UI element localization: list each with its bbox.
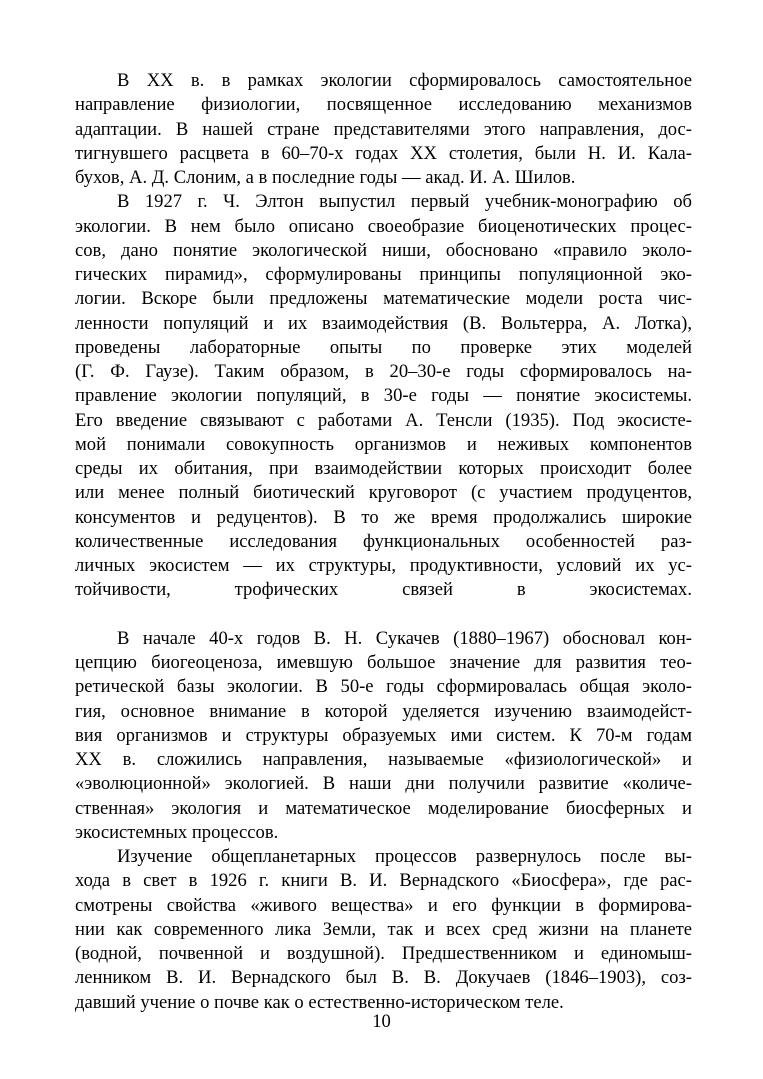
text-line: XX в. сложились направления, называемые «физиологической» и <box>75 749 692 770</box>
text-line: бухов, А. Д. Слоним, а в последние годы — акад. И. А. Шилов. <box>75 167 576 188</box>
text-line: гических пирамид», сформулированы принципы популяционной эко- <box>75 264 692 285</box>
text-line: цепцию биогеоценоза, имевшую большое значение для развития тео- <box>75 652 692 673</box>
text-line: ретической базы экологии. В 50-е годы сформировалась общая эколо- <box>75 676 692 698</box>
text-line: экологии. В нем было описано своеобразие биоценотических процес- <box>75 215 692 237</box>
text-line <box>75 603 692 627</box>
text-line: проведены лабораторные опыты по проверке этих моделей <box>75 336 692 358</box>
text-line: логии. Вскоре были предложены математические модели роста чис- <box>75 288 692 310</box>
text-line: или менее полный биотический круговорот (с участием продуцентов, <box>75 482 692 504</box>
text-line: тигнувшего расцвета в 60–70-х годах XX столетия, были Н. И. Кала- <box>75 142 692 164</box>
page-number: 10 <box>372 1011 391 1032</box>
text-line: Его введение связывают с работами А. Тенсли (1935). Под экосисте- <box>75 409 692 431</box>
paragraph-sukachev <box>75 627 692 845</box>
paragraph-vernadsky <box>75 845 692 1015</box>
text-line: направление физиологии, посвященное исследованию механизмов <box>75 94 692 116</box>
text-line: смотрены свойства «живого вещества» и его функции в формирова- <box>75 894 692 916</box>
text-line: давший учение о почве как о естественно-историческом теле. <box>75 991 564 1013</box>
text-line: Изучение общепланетарных процессов развернулось после вы- <box>117 846 692 867</box>
text-line: В 1927 г. Ч. Элтон выпустил первый учебник-монографию об <box>117 191 692 213</box>
text-line: вия организмов и структуры образуемых ими систем. К 70-м годам <box>75 724 692 746</box>
text-line: количественные исследования функциональных особенностей раз- <box>75 530 692 552</box>
text-line: «эволюционной» экологией. В наши дни получили развитие «количе- <box>75 773 692 795</box>
text-line: ственная» экология и математическое моделирование биосферных и <box>75 797 692 819</box>
paragraph-physiology <box>75 69 692 190</box>
text-line: тойчивости, трофических связей в экосистемах. <box>75 579 692 601</box>
text-line: (Г. Ф. Гаузе). Таким образом, в 20–30-е годы сформировалось на- <box>75 361 692 382</box>
text-line: хода в свет в 1926 г. книги В. И. Вернадского «Биосфера», где рас- <box>75 870 692 892</box>
text-line: правление экологии популяций, в 30-е годы — понятие экосистемы. <box>75 385 692 407</box>
text-line: В начале 40-х годов В. Н. Сукачев (1880–1967) обосновал кон- <box>117 627 692 649</box>
text-line: адаптации. В нашей стране представителями этого направления, дос- <box>75 118 692 140</box>
page-body <box>75 69 692 1015</box>
text-line: мой понимали совокупность организмов и неживых компонентов <box>75 433 692 455</box>
text-line: гия, основное внимание в которой уделяется изучению взаимодейст- <box>75 700 692 722</box>
text-line: (водной, почвенной и воздушной). Предшественником и единомыш- <box>75 943 692 964</box>
text-line: В XX в. в рамках экологии сформировалось самостоятельное <box>117 70 692 91</box>
text-line: среды их обитания, при взаимодействии которых происходит более <box>75 458 692 479</box>
text-line: ленности популяций и их взаимодействия (В. Вольтерра, А. Лотка), <box>75 312 692 334</box>
text-line: консументов и редуцентов). В то же время продолжались широкие <box>75 506 692 528</box>
text-line: личных экосистем — их структуры, продуктивности, условий их ус- <box>75 555 692 576</box>
text-line: экосистемных процессов. <box>75 821 279 843</box>
text-line: ленником В. И. Вернадского был В. В. Докучаев (1846–1903), соз- <box>75 967 692 989</box>
text-line: нии как современного лика Земли, так и всех сред жизни на планете <box>75 918 692 940</box>
paragraph-elton <box>75 190 692 627</box>
text-line: сов, дано понятие экологической ниши, обосновано «правило эколо- <box>75 239 692 261</box>
